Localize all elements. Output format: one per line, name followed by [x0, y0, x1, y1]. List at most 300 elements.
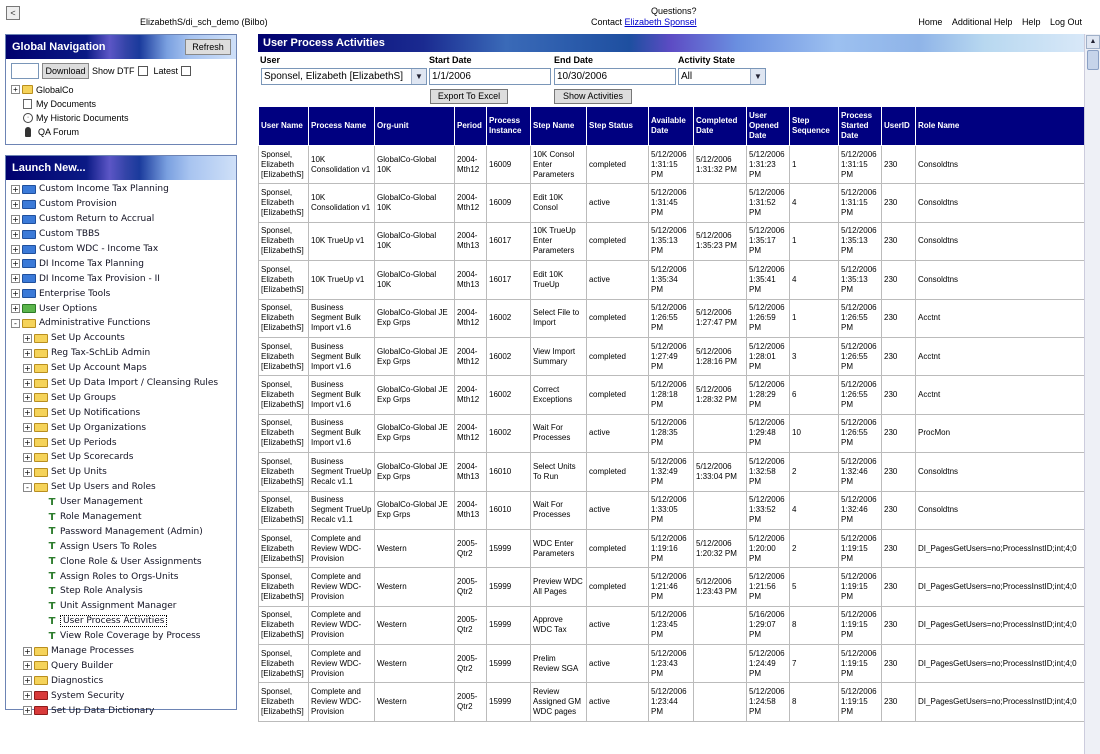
table-cell: Sponsel, Elizabeth [ElizabethS]	[259, 222, 309, 260]
clock-icon: ·	[23, 113, 33, 123]
expand-icon[interactable]: +	[12, 229, 19, 239]
user-select-value: Sponsel, Elizabeth [ElizabethS]	[264, 71, 403, 82]
table-cell: 2004-Mth12	[455, 337, 487, 375]
folder-icon	[22, 274, 36, 283]
expand-icon[interactable]: +	[24, 438, 31, 448]
folder-icon	[22, 230, 36, 239]
table-cell: 8	[790, 683, 839, 721]
show-activities-button[interactable]: Show Activities	[554, 89, 632, 104]
scroll-thumb[interactable]	[1087, 50, 1099, 70]
main-content	[258, 34, 1084, 754]
download-button[interactable]: Download	[42, 63, 89, 79]
latest-checkbox[interactable]	[181, 66, 191, 76]
tree-item-label: Clone Role & User Assignments	[60, 556, 202, 567]
table-cell: 5/12/2006 1:19:15 PM	[839, 606, 882, 644]
table-cell: View Import Summary	[531, 337, 587, 375]
table-cell: GlobalCo-Global 10K	[375, 184, 455, 222]
table-cell: completed	[587, 146, 649, 184]
tree-item-label: DI Income Tax Planning	[39, 258, 144, 269]
table-cell: completed	[587, 337, 649, 375]
table-row[interactable]	[259, 491, 1085, 529]
tree-item[interactable]	[11, 554, 218, 569]
show-dtf-label: Show DTF	[92, 66, 135, 76]
tree-item[interactable]	[11, 480, 218, 495]
table-cell: Sponsel, Elizabeth [ElizabethS]	[259, 261, 309, 299]
folder-icon	[22, 259, 36, 268]
gnav-item-globalco[interactable]	[11, 83, 74, 96]
expand-icon[interactable]: +	[24, 661, 31, 671]
table-cell: Business Segment Bulk Import v1.6	[309, 414, 375, 452]
table-cell: 5/12/2006 1:31:23 PM	[747, 146, 790, 184]
chevron-down-icon[interactable]: ▼	[411, 69, 426, 84]
table-cell: Sponsel, Elizabeth [ElizabethS]	[259, 568, 309, 606]
table-cell: Wait For Processes	[531, 491, 587, 529]
start-date-label: Start Date	[429, 55, 472, 65]
column-header[interactable]: User Opened Date	[747, 107, 790, 146]
activities-table	[258, 106, 1084, 722]
table-cell: Sponsel, Elizabeth [ElizabethS]	[259, 529, 309, 567]
table-cell: Select File to Import	[531, 299, 587, 337]
column-header[interactable]: Process Instance	[487, 107, 531, 146]
table-cell: GlobalCo-Global JE Exp Grps	[375, 453, 455, 491]
tree-item[interactable]	[11, 435, 218, 450]
export-to-excel-button[interactable]: Export To Excel	[430, 89, 508, 104]
expand-icon[interactable]: +	[12, 184, 19, 194]
user-select[interactable]	[261, 68, 427, 85]
table-cell: 5/12/2006 1:32:58 PM	[747, 453, 790, 491]
table-cell: 5/12/2006 1:28:16 PM	[694, 337, 747, 375]
table-cell: 10K TrueUp v1	[309, 261, 375, 299]
table-cell: GlobalCo-Global 10K	[375, 261, 455, 299]
latest-label: Latest	[153, 66, 179, 76]
folder-icon	[34, 349, 48, 358]
table-cell: Business Segment TrueUp Recalc v1.1	[309, 491, 375, 529]
table-cell: 8	[790, 606, 839, 644]
folder-icon	[22, 215, 36, 224]
table-row[interactable]	[259, 683, 1085, 721]
folder-icon	[22, 185, 36, 194]
table-cell: 5/12/2006 1:26:55 PM	[839, 299, 882, 337]
activities-table-wrap	[258, 106, 1084, 754]
table-cell: 230	[882, 146, 916, 184]
tree-item[interactable]	[11, 614, 218, 629]
additional-help-link[interactable]: Additional Help	[951, 17, 1013, 27]
tree-item-label: View Role Coverage by Process	[60, 631, 201, 642]
tree-item[interactable]	[11, 301, 218, 316]
table-row[interactable]	[259, 606, 1085, 644]
table-cell: Acctnt	[916, 376, 1085, 414]
show-dtf-checkbox[interactable]	[138, 66, 148, 76]
expand-icon[interactable]: +	[24, 423, 31, 433]
table-cell: GlobalCo-Global JE Exp Grps	[375, 337, 455, 375]
tree-item[interactable]	[11, 569, 218, 584]
table-cell: 5/12/2006 1:20:32 PM	[694, 529, 747, 567]
expand-icon[interactable]: +	[24, 378, 31, 388]
table-cell: 16002	[487, 376, 531, 414]
contact-link[interactable]: Elizabeth Sponsel	[624, 17, 697, 27]
table-cell: 5/12/2006 1:19:15 PM	[839, 645, 882, 683]
table-cell: Business Segment Bulk Import v1.6	[309, 299, 375, 337]
table-cell: 15999	[487, 568, 531, 606]
end-date-input[interactable]: 10/30/2006	[554, 68, 676, 85]
table-cell	[694, 606, 747, 644]
tree-item[interactable]	[11, 376, 218, 391]
table-cell: 15999	[487, 529, 531, 567]
help-link[interactable]: Help	[1021, 17, 1041, 27]
table-cell: 230	[882, 299, 916, 337]
tree-item-label: Set Up Account Maps	[51, 363, 147, 374]
tree-item-label: Custom TBBS	[39, 229, 100, 240]
expand-icon[interactable]: +	[24, 408, 31, 418]
table-cell: 5/12/2006 1:19:15 PM	[839, 683, 882, 721]
table-cell: Edit 10K Consol	[531, 184, 587, 222]
task-icon: T	[48, 571, 56, 583]
global-navigation-header	[6, 35, 236, 59]
table-cell: 230	[882, 414, 916, 452]
tree-item[interactable]	[11, 227, 218, 242]
task-icon: T	[48, 511, 56, 523]
table-cell: 2004-Mth12	[455, 146, 487, 184]
back-button[interactable]: <	[6, 6, 20, 20]
table-cell: 5/12/2006 1:21:46 PM	[649, 568, 694, 606]
table-cell: 2004-Mth13	[455, 453, 487, 491]
expand-icon[interactable]: +	[12, 259, 19, 269]
folder-icon	[34, 379, 48, 388]
activity-state-select[interactable]	[678, 68, 766, 85]
expand-icon[interactable]: +	[24, 363, 31, 373]
table-cell: active	[587, 261, 649, 299]
tree-item-label: Set Up Users and Roles	[51, 482, 156, 493]
expand-icon[interactable]: +	[11, 85, 20, 94]
table-cell: active	[587, 645, 649, 683]
table-cell: 5/12/2006 1:26:59 PM	[747, 299, 790, 337]
folder-icon	[22, 200, 36, 209]
table-cell: 2004-Mth12	[455, 376, 487, 414]
table-cell: active	[587, 414, 649, 452]
tree-item[interactable]	[11, 465, 218, 480]
tree-item[interactable]	[11, 644, 218, 659]
table-cell: 5/12/2006 1:35:41 PM	[747, 261, 790, 299]
gnav-item-my-historic-documents[interactable]	[23, 111, 129, 124]
table-cell: completed	[587, 453, 649, 491]
table-cell: 5/12/2006 1:35:13 PM	[839, 261, 882, 299]
table-row[interactable]	[259, 146, 1085, 184]
expand-icon[interactable]: +	[24, 467, 31, 477]
gnav-item-label: My Documents	[36, 98, 97, 109]
table-cell: 16009	[487, 184, 531, 222]
tree-item-label: Set Up Groups	[51, 392, 116, 403]
table-row[interactable]	[259, 184, 1085, 222]
tree-item[interactable]	[11, 510, 218, 525]
tree-item[interactable]	[11, 182, 218, 197]
tree-item[interactable]	[11, 212, 218, 227]
tree-item[interactable]	[11, 242, 218, 257]
tree-item-label: Custom Income Tax Planning	[39, 184, 169, 195]
start-date-input[interactable]: 1/1/2006	[429, 68, 551, 85]
activity-state-label: Activity State	[678, 55, 736, 65]
table-cell	[694, 683, 747, 721]
table-cell: GlobalCo-Global 10K	[375, 222, 455, 260]
table-cell: 230	[882, 606, 916, 644]
table-cell: 230	[882, 337, 916, 375]
column-header[interactable]: Step Sequence	[790, 107, 839, 146]
column-header[interactable]: Role Name	[916, 107, 1085, 146]
refresh-button[interactable]: Refresh	[185, 39, 231, 55]
table-cell: 230	[882, 645, 916, 683]
table-cell	[694, 261, 747, 299]
table-cell: 5/12/2006 1:20:00 PM	[747, 529, 790, 567]
table-cell: Prelim Review SGA	[531, 645, 587, 683]
tree-item[interactable]	[11, 271, 218, 286]
expand-icon[interactable]: +	[24, 333, 31, 343]
table-cell: Acctnt	[916, 337, 1085, 375]
table-cell: Western	[375, 645, 455, 683]
table-cell: ProcMon	[916, 414, 1085, 452]
table-cell: 5/12/2006 1:28:35 PM	[649, 414, 694, 452]
tree-item-label: Set Up Organizations	[51, 422, 147, 433]
table-cell: active	[587, 606, 649, 644]
table-cell	[694, 184, 747, 222]
table-cell: 4	[790, 491, 839, 529]
table-cell: 230	[882, 261, 916, 299]
column-header[interactable]: Step Status	[587, 107, 649, 146]
expand-icon[interactable]: +	[24, 691, 31, 701]
tree-item[interactable]	[11, 405, 218, 420]
table-cell: GlobalCo-Global JE Exp Grps	[375, 376, 455, 414]
tree-item[interactable]	[11, 361, 218, 376]
tree-item[interactable]	[11, 688, 218, 703]
tree-item[interactable]	[11, 331, 218, 346]
column-header[interactable]: Period	[455, 107, 487, 146]
table-cell: 5/12/2006 1:33:05 PM	[649, 491, 694, 529]
expand-icon[interactable]: +	[24, 452, 31, 462]
column-header[interactable]: Completed Date	[694, 107, 747, 146]
table-cell: 15999	[487, 645, 531, 683]
table-cell: 5/12/2006 1:31:52 PM	[747, 184, 790, 222]
questions-label: Questions?	[651, 6, 697, 16]
expand-icon[interactable]: +	[12, 244, 19, 254]
tree-item[interactable]	[11, 659, 218, 674]
tree-item[interactable]	[11, 584, 218, 599]
table-cell: 230	[882, 376, 916, 414]
tree-item[interactable]	[11, 390, 218, 405]
table-cell: 10K Consolidation v1	[309, 184, 375, 222]
table-cell: 2	[790, 529, 839, 567]
column-header[interactable]: Process Name	[309, 107, 375, 146]
table-row[interactable]	[259, 299, 1085, 337]
table-cell: active	[587, 491, 649, 529]
gnav-item-my-documents[interactable]	[23, 97, 96, 110]
table-cell: 2005-Qtr2	[455, 606, 487, 644]
tree-item-label: Custom Provision	[39, 199, 117, 210]
tree-item[interactable]	[11, 673, 218, 688]
table-row[interactable]	[259, 337, 1085, 375]
tree-item-label: Set Up Accounts	[51, 333, 125, 344]
table-cell: Western	[375, 606, 455, 644]
expand-icon[interactable]: +	[24, 393, 31, 403]
folder-icon	[34, 364, 48, 373]
table-cell: 230	[882, 222, 916, 260]
expand-icon[interactable]: +	[12, 304, 19, 314]
tree-item[interactable]	[11, 599, 218, 614]
table-cell: 5/12/2006 1:35:34 PM	[649, 261, 694, 299]
scroll-up-icon[interactable]: ▲	[1086, 35, 1100, 49]
table-cell: Wait For Processes	[531, 414, 587, 452]
expand-icon[interactable]: +	[24, 706, 31, 716]
collapse-icon[interactable]: -	[11, 319, 20, 328]
table-cell: Business Segment TrueUp Recalc v1.1	[309, 453, 375, 491]
table-cell: Preview WDC All Pages	[531, 568, 587, 606]
tree-item[interactable]	[11, 256, 218, 271]
column-header[interactable]: Available Date	[649, 107, 694, 146]
column-header[interactable]: Org-unit	[375, 107, 455, 146]
table-cell: 5/12/2006 1:31:32 PM	[694, 146, 747, 184]
table-cell: 2004-Mth13	[455, 222, 487, 260]
table-cell: 230	[882, 529, 916, 567]
table-cell: 5/12/2006 1:29:48 PM	[747, 414, 790, 452]
expand-icon[interactable]: +	[12, 289, 19, 299]
table-cell: 5/12/2006 1:26:55 PM	[649, 299, 694, 337]
column-header[interactable]: UserID	[882, 107, 916, 146]
chevron-down-icon[interactable]: ▼	[750, 69, 765, 84]
table-cell: DI_PagesGetUsers=no;ProcessInstID;int;4;0	[916, 683, 1085, 721]
column-header[interactable]: Process Started Date	[839, 107, 882, 146]
table-cell: Sponsel, Elizabeth [ElizabethS]	[259, 606, 309, 644]
table-cell: 6	[790, 376, 839, 414]
table-cell: 230	[882, 491, 916, 529]
expand-icon[interactable]: +	[24, 646, 31, 656]
folder-icon	[34, 661, 48, 670]
tree-item[interactable]	[11, 450, 218, 465]
table-cell: DI_PagesGetUsers=no;ProcessInstID;int;4;0	[916, 645, 1085, 683]
vertical-scrollbar[interactable]	[1084, 34, 1100, 754]
expand-icon[interactable]: +	[12, 199, 19, 209]
table-cell: 2005-Qtr2	[455, 683, 487, 721]
table-row[interactable]	[259, 261, 1085, 299]
table-cell: DI_PagesGetUsers=no;ProcessInstID;int;4;0	[916, 568, 1085, 606]
tree-item[interactable]	[11, 629, 218, 644]
column-header[interactable]: Step Name	[531, 107, 587, 146]
tree-item[interactable]	[11, 316, 218, 331]
table-cell: 230	[882, 683, 916, 721]
tree-item-label: Reg Tax-SchLib Admin	[51, 348, 151, 359]
table-cell: 15999	[487, 683, 531, 721]
expand-icon[interactable]: +	[12, 274, 19, 284]
column-header[interactable]: User Name	[259, 107, 309, 146]
table-cell: 1	[790, 299, 839, 337]
table-row[interactable]	[259, 645, 1085, 683]
tree-item[interactable]	[11, 197, 218, 212]
table-cell: 2004-Mth13	[455, 491, 487, 529]
table-cell: 16010	[487, 491, 531, 529]
launch-new-header	[6, 156, 236, 180]
table-row[interactable]	[259, 568, 1085, 606]
tree-item-label: Custom WDC - Income Tax	[39, 244, 159, 254]
table-cell: 5/12/2006 1:31:15 PM	[839, 184, 882, 222]
tree-item[interactable]	[11, 286, 218, 301]
table-cell: Correct Exceptions	[531, 376, 587, 414]
table-row[interactable]	[259, 453, 1085, 491]
table-cell: 5/12/2006 1:23:45 PM	[649, 606, 694, 644]
folder-icon	[34, 393, 48, 402]
table-cell: 16017	[487, 261, 531, 299]
tree-item[interactable]	[11, 524, 218, 539]
top-bar	[0, 0, 1100, 32]
table-cell: completed	[587, 376, 649, 414]
table-cell: 3	[790, 337, 839, 375]
dtf-input[interactable]	[11, 63, 39, 79]
launch-new-panel	[5, 155, 237, 716]
expand-icon[interactable]: +	[24, 348, 31, 358]
tree-item-label: Enterprise Tools	[39, 288, 111, 299]
table-cell: 5/12/2006 1:19:16 PM	[649, 529, 694, 567]
user-filter-label: User	[260, 55, 281, 65]
table-cell: active	[587, 184, 649, 222]
table-cell: 2005-Qtr2	[455, 645, 487, 683]
table-cell: 7	[790, 645, 839, 683]
table-cell: 4	[790, 184, 839, 222]
table-row[interactable]	[259, 376, 1085, 414]
tree-item-label: Set Up Data Dictionary	[51, 705, 155, 716]
folder-icon	[22, 85, 33, 94]
microphone-icon	[25, 127, 31, 137]
table-cell: 4	[790, 261, 839, 299]
table-cell: 5/12/2006 1:31:15 PM	[839, 146, 882, 184]
table-cell: completed	[587, 568, 649, 606]
tree-item[interactable]	[11, 346, 218, 361]
tree-item-label: Password Management (Admin)	[60, 526, 203, 537]
table-cell	[694, 491, 747, 529]
tree-item[interactable]	[11, 420, 218, 435]
table-cell: 5/12/2006 1:32:49 PM	[649, 453, 694, 491]
logout-link[interactable]: Log Out	[1049, 17, 1082, 27]
table-cell: Business Segment Bulk Import v1.6	[309, 337, 375, 375]
table-cell: 15999	[487, 606, 531, 644]
table-row[interactable]	[259, 414, 1085, 452]
gnav-item-label: GlobalCo	[36, 84, 74, 95]
tree-item-label: Custom Return to Accrual	[39, 214, 155, 225]
table-row[interactable]	[259, 222, 1085, 260]
table-cell: Complete and Review WDC-Provision	[309, 568, 375, 606]
table-cell: 2004-Mth12	[455, 299, 487, 337]
gnav-item-qa-forum[interactable]	[25, 125, 79, 138]
gnav-item-label: QA Forum	[38, 126, 80, 137]
table-cell: 10	[790, 414, 839, 452]
collapse-icon[interactable]: -	[23, 483, 32, 492]
page-title: User Process Activities	[258, 34, 1084, 52]
table-cell: 230	[882, 453, 916, 491]
tree-item[interactable]	[11, 539, 218, 554]
tree-item-label: Administrative Functions	[39, 318, 151, 329]
table-cell: 5/12/2006 1:26:55 PM	[839, 414, 882, 452]
table-row[interactable]	[259, 529, 1085, 567]
tree-item[interactable]	[11, 703, 218, 718]
table-cell: 2004-Mth12	[455, 184, 487, 222]
table-cell: 5/12/2006 1:32:46 PM	[839, 491, 882, 529]
folder-icon	[34, 453, 48, 462]
table-cell: Complete and Review WDC-Provision	[309, 606, 375, 644]
expand-icon[interactable]: +	[12, 214, 19, 224]
home-link[interactable]: Home	[918, 17, 943, 27]
expand-icon[interactable]: +	[24, 676, 31, 686]
dtf-row	[11, 63, 194, 79]
table-cell: 5/12/2006 1:35:13 PM	[649, 222, 694, 260]
tree-item[interactable]	[11, 495, 218, 510]
folder-icon	[34, 423, 48, 432]
tree-item-label: Set Up Notifications	[51, 407, 141, 418]
task-icon: T	[48, 541, 56, 553]
folder-icon	[22, 304, 36, 313]
